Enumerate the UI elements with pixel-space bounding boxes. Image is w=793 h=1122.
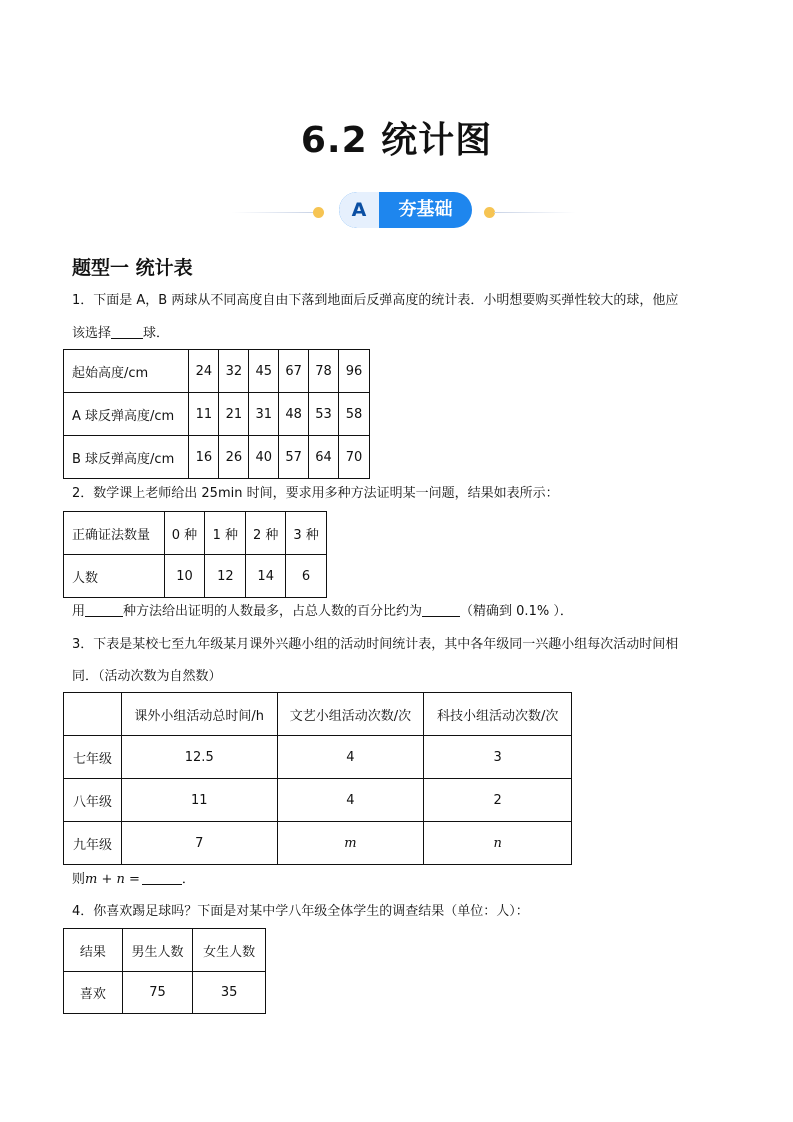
table-header-cell: 女生人数: [193, 929, 266, 972]
table-header-cell: 科技小组活动次数/次: [424, 693, 572, 736]
q1-text-line1: 1．下面是 A，B 两球从不同高度自由下落到地面后反弹高度的统计表．小明想要购买弹性较大的球，他应: [72, 293, 679, 308]
table-row: [64, 736, 572, 779]
table-cell: 67: [279, 350, 309, 393]
table-row: [64, 512, 327, 555]
table-cell: 16: [189, 436, 219, 479]
table-cell: 21: [219, 393, 249, 436]
table-cell: 4: [277, 779, 424, 822]
table-header-row: [64, 693, 572, 736]
table-cell: 12.5: [121, 736, 277, 779]
table-cell: 八年级: [64, 779, 122, 822]
table-cell: 57: [279, 436, 309, 479]
q2-table: [63, 511, 327, 598]
table-cell: 0 种: [164, 512, 205, 555]
table-cell: 26: [219, 436, 249, 479]
q1-text-line2: [72, 324, 169, 344]
section-heading: 题型一 统计表: [72, 257, 193, 279]
table-cell: 正确证法数量: [64, 512, 165, 555]
table-row: [64, 436, 370, 479]
table-header-cell: 文艺小组活动次数/次: [277, 693, 424, 736]
q3-table: [63, 692, 572, 865]
table-row: [64, 555, 327, 598]
table-cell: 起始高度/cm: [64, 350, 189, 393]
table-cell: 2 种: [246, 512, 286, 555]
badge-letter: A: [339, 192, 379, 228]
q2-answer-blank-1: [85, 602, 123, 617]
table-cell: 70: [339, 436, 370, 479]
q3-answer-blank: [142, 870, 182, 885]
q2-answer-blank-2: [422, 602, 460, 617]
table-cell: 3: [424, 736, 572, 779]
table-cell: 11: [189, 393, 219, 436]
table-cell: 4: [277, 736, 424, 779]
table-row: [64, 972, 266, 1014]
q3-answer-expression: m + n =: [85, 872, 140, 887]
table-cell: 1 种: [205, 512, 246, 555]
table-header-cell: 结果: [64, 929, 123, 972]
q1-suffix: 球．: [143, 326, 170, 341]
table-cell: 75: [122, 972, 193, 1014]
table-cell: 九年级: [64, 822, 122, 865]
table-cell: 48: [279, 393, 309, 436]
q1-table: [63, 349, 370, 479]
q1-answer-blank: [111, 324, 143, 339]
table-cell: 40: [249, 436, 279, 479]
section-badge-row: [0, 192, 793, 228]
table-row: [64, 779, 572, 822]
table-cell: 58: [339, 393, 370, 436]
q2-answer-part-b: 种方法给出证明的人数最多，占总人数的百分比约为: [123, 604, 423, 619]
table-header-cell: [64, 693, 122, 736]
table-cell: 7: [121, 822, 277, 865]
table-cell: 七年级: [64, 736, 122, 779]
table-cell: 6: [286, 555, 327, 598]
table-cell: 12: [205, 555, 246, 598]
q3-answer-prefix: 则: [72, 872, 86, 887]
table-cell: 31: [249, 393, 279, 436]
table-cell: 10: [164, 555, 205, 598]
table-row: [64, 350, 370, 393]
table-cell: n: [424, 822, 572, 865]
table-cell: 45: [249, 350, 279, 393]
q3-answer-line: [72, 870, 195, 890]
table-cell: 人数: [64, 555, 165, 598]
table-cell: 11: [121, 779, 277, 822]
table-cell: 喜欢: [64, 972, 123, 1014]
table-header-row: [64, 929, 266, 972]
q2-answer-part-c: （精确到 0.1% ）．: [460, 604, 573, 619]
q3-text-line1: 3．下表是某校七至九年级某月课外兴趣小组的活动时间统计表，其中各年级同一兴趣小组每次活动时间相: [72, 637, 679, 652]
q3-answer-suffix: ．: [181, 872, 195, 887]
q2-answer-line: [72, 602, 573, 622]
table-cell: B 球反弹高度/cm: [64, 436, 189, 479]
table-cell: 2: [424, 779, 572, 822]
table-cell: 14: [246, 555, 286, 598]
q2-text-line1: 2．数学课上老师给出 25min 时间，要求用多种方法证明某一问题，结果如表所示：: [72, 486, 559, 501]
q3-text-line2: 同．（活动次数为自然数）: [72, 669, 222, 684]
decor-line-right: [494, 212, 576, 213]
table-header-cell: 课外小组活动总时间/h: [121, 693, 277, 736]
q4-table: [63, 928, 266, 1014]
badge-text: 夯基础: [398, 199, 453, 220]
level-badge: [339, 192, 472, 228]
table-row: [64, 393, 370, 436]
table-cell: m: [277, 822, 424, 865]
table-cell: A 球反弹高度/cm: [64, 393, 189, 436]
table-cell: 78: [309, 350, 339, 393]
table-cell: 96: [339, 350, 370, 393]
table-cell: 24: [189, 350, 219, 393]
table-cell: 35: [193, 972, 266, 1014]
q4-text-line1: 4．你喜欢踢足球吗？下面是对某中学八年级全体学生的调查结果（单位：人）：: [72, 904, 529, 919]
table-row: [64, 822, 572, 865]
table-header-cell: 男生人数: [122, 929, 193, 972]
table-cell: 3 种: [286, 512, 327, 555]
table-cell: 53: [309, 393, 339, 436]
decor-line-left: [232, 212, 314, 213]
table-cell: 32: [219, 350, 249, 393]
decor-dot-left: [313, 207, 324, 218]
table-cell: 64: [309, 436, 339, 479]
q2-answer-part-a: 用: [72, 604, 86, 619]
page-title: 6.2 统计图: [300, 120, 493, 161]
q1-prefix: 该选择: [72, 326, 112, 341]
